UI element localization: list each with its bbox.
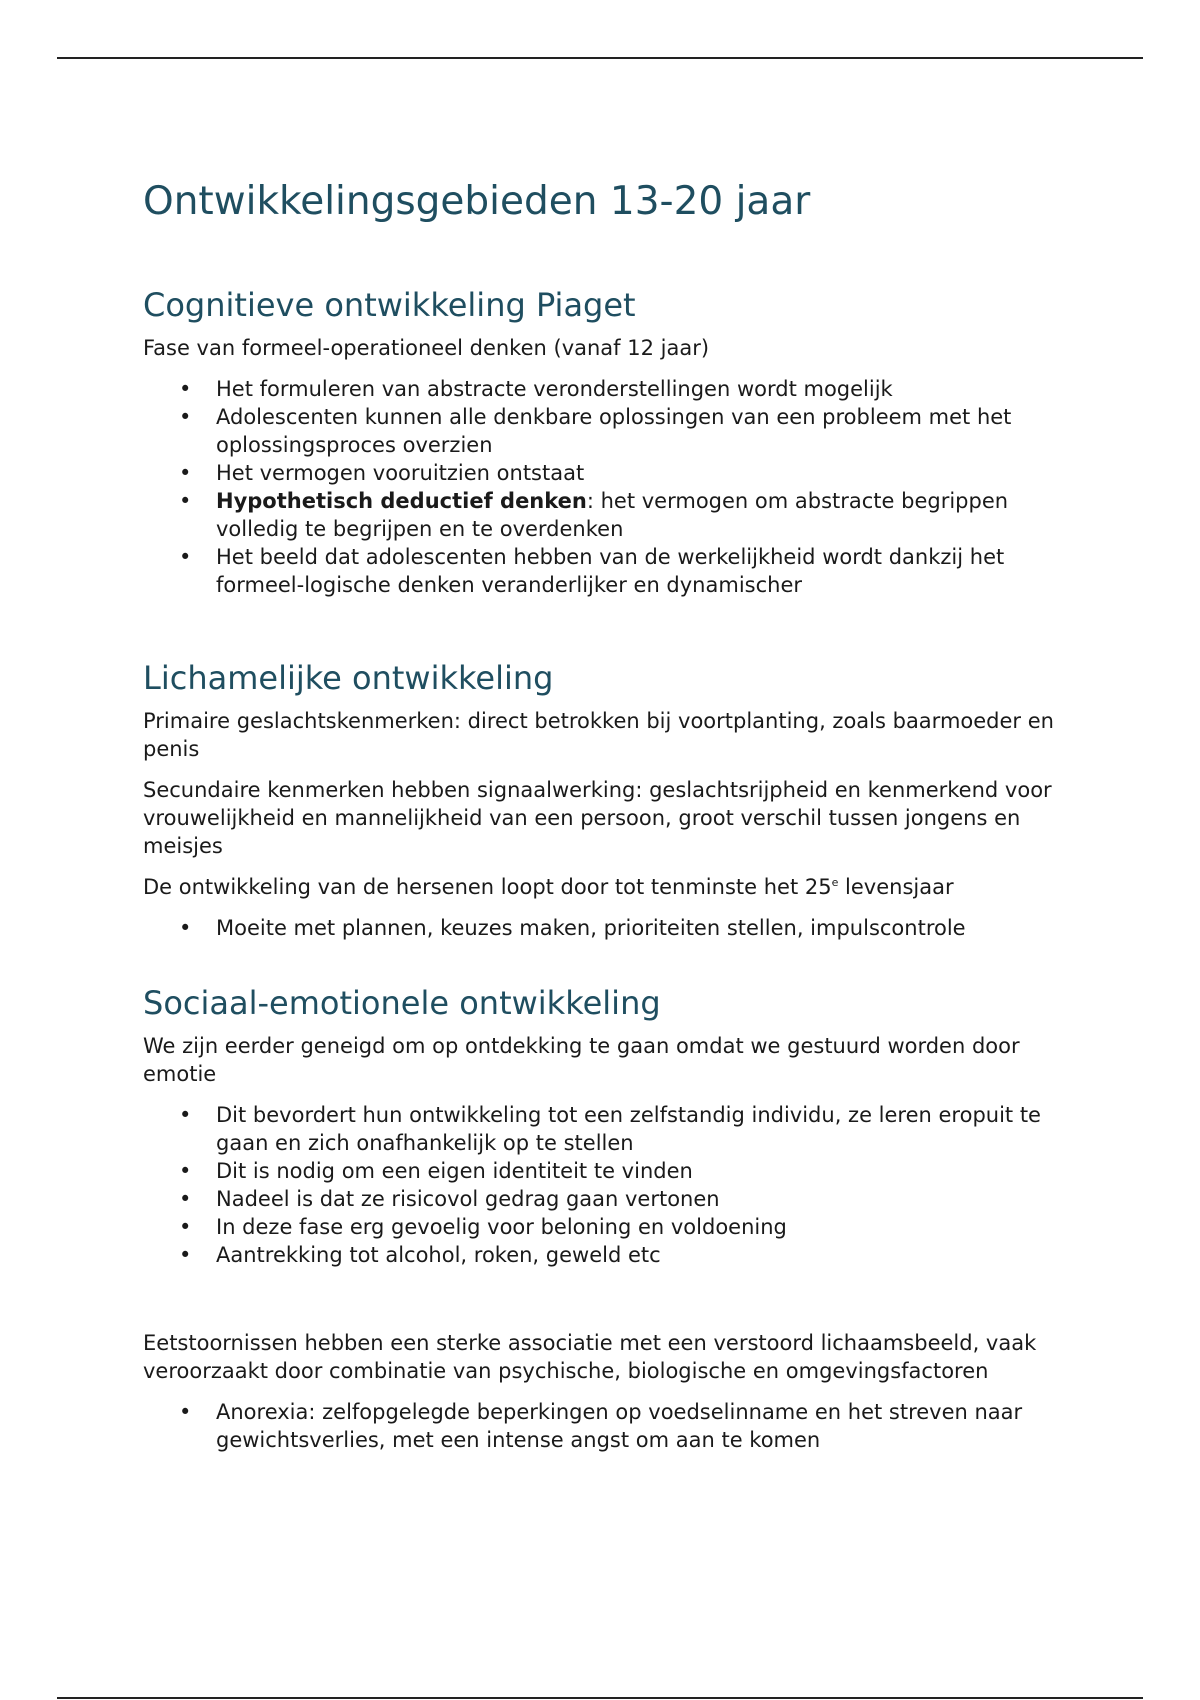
brain-text: De ontwikkeling van de hersenen loopt door tot tenminste het 25: [143, 875, 832, 899]
list-item: • Moeite met plannen, keuzes maken, prioriteiten stellen, impulscontrole: [143, 914, 1083, 942]
section-intro: We zijn eerder geneigd om op ontdekking te gaan omdat we gestuurd worden door emotie: [143, 1034, 1020, 1086]
section-eating-disorders: [143, 1329, 1083, 1454]
superscript: e: [831, 876, 839, 889]
list-item: • Anorexia: zelfopgelegde beperkingen op voedselinname en het streven naar gewichtsverlies, met een intense angst om aan te komen: [143, 1398, 1083, 1454]
list-item: • Dit is nodig om een eigen identiteit te vinden: [143, 1157, 1083, 1185]
page-title: Ontwikkelingsgebieden 13-20 jaar: [143, 179, 811, 224]
list-item: • In deze fase erg gevoelig voor beloning en voldoening: [143, 1213, 1083, 1241]
list-item: • Aantrekking tot alcohol, roken, geweld etc: [143, 1241, 1083, 1269]
section-intro: Fase van formeel-operationeel denken (vanaf 12 jaar): [143, 336, 710, 360]
bullet-list: [143, 375, 1083, 599]
section-heading: Lichamelijke ontwikkeling: [143, 659, 554, 697]
document-body: [143, 174, 1083, 1454]
list-item: • Het vermogen vooruitzien ontstaat: [143, 459, 1083, 487]
section-physical: [143, 657, 1083, 942]
section-social-emotional: [143, 982, 1083, 1269]
bullet-list: [143, 1101, 1083, 1269]
bold-term: Hypothetisch deductief denken: [216, 489, 587, 513]
list-item: • Het formuleren van abstracte veronderstellingen wordt mogelijk: [143, 375, 1083, 403]
bullet-list: [143, 914, 1083, 942]
brain-text-end: levensjaar: [838, 875, 954, 899]
section-intro: Eetstoornissen hebben een sterke associatie met een verstoord lichaamsbeeld, vaak veroorzaakt door combinatie van psychische, biologische en omgevingsfactoren: [143, 1331, 1037, 1383]
list-item: • Dit bevordert hun ontwikkeling tot een zelfstandig individu, ze leren eropuit te gaan en zich onafhankelijk op te stellen: [143, 1101, 1083, 1157]
list-item: • Adolescenten kunnen alle denkbare oplossingen van een probleem met het oplossingsproces overzien: [143, 403, 1083, 459]
term-definition: : het vermogen om abstracte begrippen volledig te begrijpen en te overdenken: [216, 489, 1009, 541]
section-cognitive: [143, 284, 1083, 599]
paragraph: Primaire geslachtskenmerken: direct betrokken bij voortplanting, zoals baarmoeder en penis: [143, 709, 1054, 761]
paragraph: Secundaire kenmerken hebben signaalwerking: geslachtsrijpheid en kenmerkend voor vrouwelijkheid en mannelijkheid van een persoon, groot verschil tussen jongens en meisjes: [143, 778, 1052, 858]
section-heading: Cognitieve ontwikkeling Piaget: [143, 286, 636, 324]
bullet-list: [143, 1398, 1083, 1454]
section-heading: Sociaal-emotionele ontwikkeling: [143, 984, 661, 1022]
paragraph: [143, 873, 1083, 901]
list-item: • Het beeld dat adolescenten hebben van de werkelijkheid wordt dankzij het formeel-logische denken veranderlijker en dynamischer: [143, 543, 1083, 599]
list-item: [143, 487, 1083, 543]
list-item: • Nadeel is dat ze risicovol gedrag gaan vertonen: [143, 1185, 1083, 1213]
top-rule: [57, 57, 1143, 59]
bottom-rule: [57, 1697, 1143, 1699]
